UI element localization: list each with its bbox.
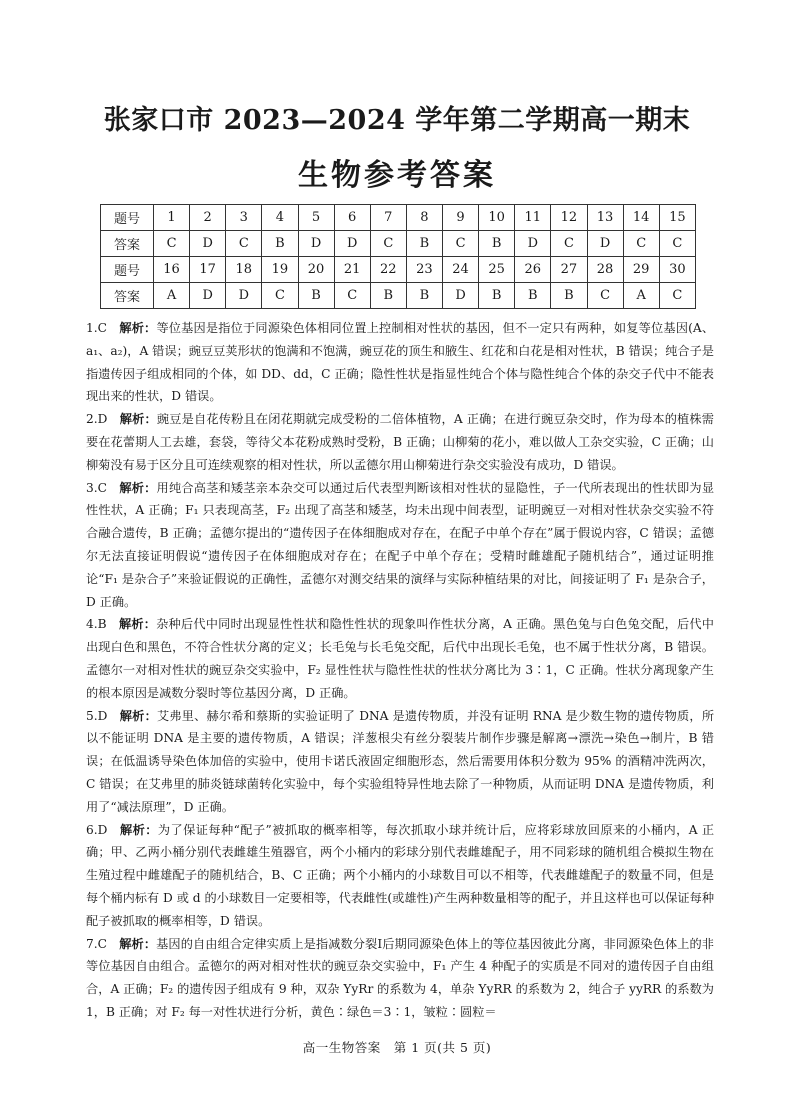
answer-table-cell: B: [406, 231, 442, 257]
page-subtitle: 生物参考答案: [298, 158, 496, 193]
answer-table-cell: B: [479, 283, 515, 309]
row-header-cell: 答案: [101, 283, 154, 309]
row-header-cell: 题号: [101, 205, 154, 231]
answer-table-cell: B: [406, 283, 442, 309]
question-answer-number: 1.C: [86, 321, 107, 335]
explanation-item: [86, 933, 714, 1024]
row-header-cell: 题号: [101, 257, 154, 283]
answer-table-cell: 7: [370, 205, 406, 231]
explanation-item: [86, 408, 714, 476]
page-footer: 高一生物答案 第 1 页(共 5 页): [302, 1040, 492, 1055]
answer-table-cell: A: [154, 283, 190, 309]
answer-table: [100, 204, 696, 309]
answer-table-cell: 22: [370, 257, 406, 283]
answer-table-cell: C: [659, 283, 695, 309]
answer-table-row: [101, 231, 696, 257]
answer-table-cell: C: [659, 231, 695, 257]
answer-table-cell: C: [587, 283, 623, 309]
answer-table-cell: 26: [515, 257, 551, 283]
answer-table-cell: C: [370, 231, 406, 257]
answer-table-cell: D: [298, 231, 334, 257]
answer-table-cell: 30: [659, 257, 695, 283]
question-answer-number: 5.D: [86, 708, 108, 723]
answer-table-cell: 24: [443, 257, 479, 283]
question-answer-number: 4.B: [86, 617, 107, 632]
answer-table-cell: 29: [623, 257, 659, 283]
explanation-item: [86, 317, 714, 408]
explanation-item: [86, 705, 714, 819]
answer-table-cell: 6: [334, 205, 370, 231]
answer-table-cell: 5: [298, 205, 334, 231]
answer-table-cell: C: [334, 283, 370, 309]
answer-table-cell: 2: [190, 205, 226, 231]
answer-table-cell: B: [479, 231, 515, 257]
explanation-label: 解析：: [118, 617, 157, 632]
explanation-text: 豌豆是自花传粉且在闭花期就完成受粉的二倍体植物，A 正确；在进行豌豆杂交时，作为母本的植株需要在花蕾期人工去雄，套袋，等待父本花粉成熟时受粉，B 正确；山柳菊的花小，难以做人工杂交实验，C 正确；山柳菊没有易于区分且可连续观察的相对性状，所以孟德尔用山柳菊进行杂交实验没有成功，D 错误。: [86, 412, 714, 472]
answer-table-cell: 23: [406, 257, 442, 283]
answer-table-cell: 9: [443, 205, 479, 231]
explanation-text: 用纯合高茎和矮茎亲本杂交可以通过后代表型判断该相对性状的显隐性，子一代所表现出的性状即为显性性状，A 正确；F₁ 只表现高茎，F₂ 出现了高茎和矮茎，均未出现中间表型，证明豌豆一对相对性状杂交实验不符合融合遗传，B 正确；孟德尔提出的“遗传因子在体细胞成对存在，在配子中单个存在”属于假说内容，C 错误；孟德尔无法直接证明假说“遗传因子在体细胞成对存在；在配子中单个存在；受精时雌雄配子随机结合”，通过证明推论“F₁ 是杂合子”来验证假说的正确性，孟德尔对测交结果的演绎与实际种植结果的对比，间接证明了 F₁ 是杂合子，D 正确。: [86, 480, 715, 609]
answer-table-row: [101, 205, 696, 231]
explanation-item: [86, 819, 714, 933]
explanation-label: 解析：: [119, 321, 157, 335]
explanations-section: [86, 317, 714, 1024]
question-answer-number: 6.D: [86, 822, 108, 837]
question-answer-number: 7.C: [86, 936, 107, 951]
explanation-text: 艾弗里、赫尔希和蔡斯的实验证明了 DNA 是遗传物质，并没有证明 RNA 是少数生物的遗传物质，所以不能证明 DNA 是主要的遗传物质，A 错误；洋葱根尖有丝分裂装片制作步骤是解离→漂洗→染色→制片，B 错误；在低温诱导染色体加倍的实验中，使用卡诺氏液固定细胞形态，然后需要用体积分数为 95% 的酒精冲洗两次，C 错误；在艾弗里的肺炎链球菌转化实验中，每个实验组特异性地去除了一种物质，从而证明 DNA 是遗传物质，利用了“减法原理”，D 正确。: [86, 708, 715, 814]
explanation-item: [86, 613, 714, 704]
answer-table-cell: C: [262, 283, 298, 309]
answer-table-cell: C: [226, 231, 262, 257]
answer-table-cell: B: [370, 283, 406, 309]
answer-table-cell: B: [298, 283, 334, 309]
answer-table-cell: 21: [334, 257, 370, 283]
answer-table-cell: 15: [659, 205, 695, 231]
answer-table-cell: 12: [551, 205, 587, 231]
answer-table-row: [101, 283, 696, 309]
answer-table-cell: 18: [226, 257, 262, 283]
answer-table-cell: 19: [262, 257, 298, 283]
answer-table-cell: B: [515, 283, 551, 309]
answer-table-cell: D: [334, 231, 370, 257]
answer-table-cell: C: [623, 231, 659, 257]
answer-table-cell: 17: [190, 257, 226, 283]
answer-table-cell: 3: [226, 205, 262, 231]
row-header-cell: 答案: [101, 231, 154, 257]
answer-table-cell: 8: [406, 205, 442, 231]
answer-table-cell: C: [154, 231, 190, 257]
answer-table-cell: 25: [479, 257, 515, 283]
answer-table-cell: B: [262, 231, 298, 257]
answer-table-cell: 13: [587, 205, 623, 231]
answer-table-cell: 10: [479, 205, 515, 231]
explanation-label: 解析：: [119, 480, 157, 495]
answer-table-cell: 11: [515, 205, 551, 231]
answer-table-cell: B: [551, 283, 587, 309]
explanation-text: 等位基因是指位于同源染色体相同位置上控制相对性状的基因，但不一定只有两种，如复等位基因(A、a₁、a₂)，A 错误；豌豆豆荚形状的饱满和不饱满，豌豆花的顶生和腋生、红花和白花是相对性状，B 错误；纯合子是指遗传因子组成相同的个体，如 DD、dd，C 正确；隐性性状是指显性纯合个体与隐性纯合个体的杂交子代中不能表现出来的性状，D 错误。: [86, 321, 715, 404]
explanation-text: 杂种后代中同时出现显性性状和隐性性状的现象叫作性状分离，A 正确。黑色兔与白色兔交配，后代中出现白色和黑色，不符合性状分离的定义；长毛兔与长毛兔交配，后代中出现长毛兔，也不属于性状分离，B 错误。孟德尔一对相对性状的豌豆杂交实验中，F₂ 显性性状与隐性性状的性状分离比为 3∶1，C 正确。性状分离现象产生的根本原因是减数分裂时等位基因分离，D 正确。: [86, 617, 714, 700]
page-title: 张家口市 2023—2024 学年第二学期高一期末: [103, 105, 691, 136]
answer-table-cell: C: [551, 231, 587, 257]
question-answer-number: 3.C: [86, 480, 107, 495]
answer-table-cell: 27: [551, 257, 587, 283]
explanation-text: 基因的自由组合定律实质上是指减数分裂Ⅰ后期同源染色体上的等位基因彼此分离，非同源染色体上的非等位基因自由组合。孟德尔的两对相对性状的豌豆杂交实验中，F₁ 产生 4 种配子的实质是不同对的遗传因子自由组合，A 正确；F₂ 的遗传因子组成有 9 种，双杂 YyRr 的系数为 4，单杂 YyRR 的系数为 2，纯合子 yyRR 的系数为 1，B 正确；对 F₂ 每一对性状进行分析，黄色∶绿色＝3∶1，皱粒∶圆粒＝: [86, 936, 714, 1019]
explanation-label: 解析：: [119, 822, 158, 837]
explanation-label: 解析：: [119, 412, 157, 427]
answer-table-cell: D: [190, 231, 226, 257]
answer-table-cell: 20: [298, 257, 334, 283]
answer-table-cell: D: [226, 283, 262, 309]
answer-table-cell: A: [623, 283, 659, 309]
answer-table-cell: D: [515, 231, 551, 257]
answer-table-cell: D: [190, 283, 226, 309]
answer-table-cell: D: [587, 231, 623, 257]
answer-table-cell: 16: [154, 257, 190, 283]
explanation-label: 解析：: [119, 708, 157, 723]
explanation-text: 为了保证每种“配子”被抓取的概率相等，每次抓取小球并统计后，应将彩球放回原来的小桶内，A 正确；甲、乙两小桶分别代表雌雄生殖器官，两个小桶内的彩球分别代表雌雄配子，用不同彩球的随机组合模拟生物在生殖过程中雌雄配子的随机结合，B、C 正确；两个小桶内的小球数目可以不相等，代表雌雄配子的数量不同，但是每个桶内标有 D 或 d 的小球数目一定要相等，代表雌性(或雄性)产生两种数量相等的配子，并且这样也可以保证每种配子被抓取的概率相等，D 错误。: [86, 822, 715, 928]
answer-table-cell: 4: [262, 205, 298, 231]
explanation-label: 解析：: [119, 936, 157, 951]
answer-table-cell: 1: [154, 205, 190, 231]
explanation-item: [86, 477, 714, 614]
answer-table-row: [101, 257, 696, 283]
answer-table-cell: 14: [623, 205, 659, 231]
answer-table-cell: C: [443, 231, 479, 257]
answer-table-cell: 28: [587, 257, 623, 283]
answer-table-cell: D: [443, 283, 479, 309]
question-answer-number: 2.D: [86, 412, 108, 427]
